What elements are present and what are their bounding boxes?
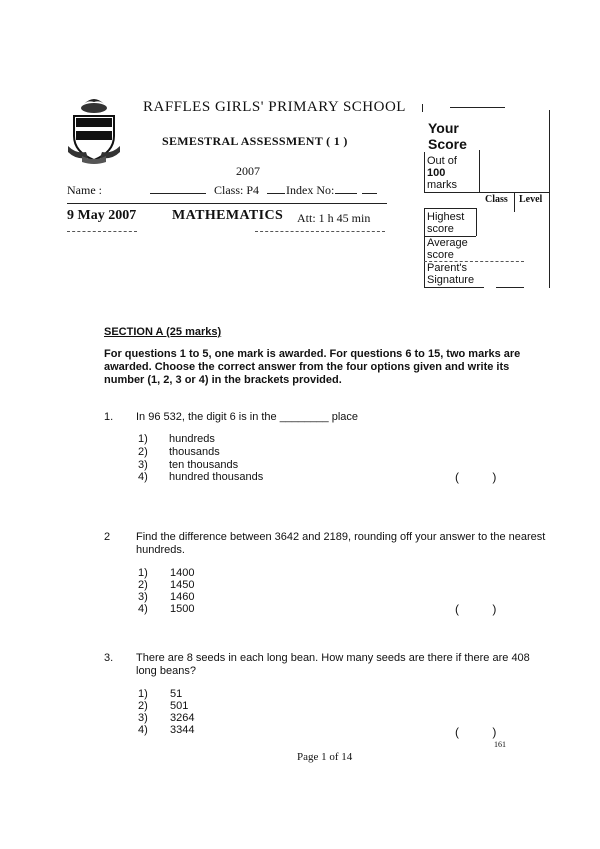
class-answer-line: [267, 193, 285, 194]
your-score-line2: Score: [428, 136, 467, 152]
page-code: 161: [494, 740, 506, 749]
class-level-divider: [514, 192, 515, 212]
index-answer-line-2: [362, 193, 377, 194]
exam-date: 9 May 2007: [67, 208, 137, 223]
signature-line-2: [496, 287, 524, 288]
parent-label-line2: Signature: [427, 274, 475, 286]
option-number: 3): [138, 591, 148, 603]
header-divider-bottom-1: [67, 231, 137, 232]
option-number: 3): [138, 459, 148, 471]
score-panel-right-border: [549, 110, 550, 288]
option-number: 2): [138, 700, 148, 712]
option-text: 51: [170, 688, 183, 700]
question-number: 1.: [104, 411, 114, 423]
stats-box-left: [424, 208, 425, 288]
option-number: 4): [138, 724, 148, 736]
highest-box-right: [476, 208, 477, 236]
signature-line-1: [424, 287, 484, 288]
out-of-line2: 100: [427, 167, 446, 179]
score-panel-top-line: [450, 107, 505, 108]
level-column-header: Level: [519, 194, 543, 205]
option-text: ten thousands: [169, 459, 239, 471]
out-of-box-right: [479, 150, 480, 192]
option-text: hundreds: [169, 433, 215, 445]
option-number: 4): [138, 603, 148, 615]
answer-bracket[interactable]: ( ): [455, 602, 497, 616]
subject-title: MATHEMATICS: [172, 208, 284, 223]
section-title: SECTION A (25 marks): [104, 326, 222, 338]
out-of-line1: Out of: [427, 155, 457, 167]
option-text: 3264: [170, 712, 195, 724]
question-number: 3.: [104, 652, 114, 664]
score-box-bottom: [424, 192, 549, 193]
option-text: 1400: [170, 567, 195, 579]
header-divider-top: [67, 203, 387, 204]
option-number: 1): [138, 567, 148, 579]
option-number: 4): [138, 471, 148, 483]
school-crest-icon: [66, 96, 122, 166]
out-of-line3: marks: [427, 179, 457, 191]
name-answer-line: [150, 193, 206, 194]
your-score-line1: Your: [428, 120, 459, 136]
highest-label-line1: Highest: [427, 211, 465, 223]
question-number: 2: [104, 531, 111, 543]
highest-label-line2: score: [427, 223, 454, 235]
assessment-title: SEMESTRAL ASSESSMENT ( 1 ): [162, 134, 348, 148]
section-instructions: For questions 1 to 5, one mark is awarded. For questions 6 to 15, two marks are awarded. Choose the correct answer from the four options given and write its number (1, 2, 3 or 4) in the brackets provided.: [104, 348, 521, 386]
parent-label-line1: Parent's: [427, 262, 468, 274]
average-label-line2: score: [427, 249, 454, 261]
year: 2007: [236, 164, 260, 178]
question-text: In 96 532, the digit 6 is in the ________ place: [136, 411, 359, 423]
option-number: 2): [138, 579, 148, 591]
question-text: There are 8 seeds in each long bean. How many seeds are there if there are 408 long beans?: [136, 652, 530, 677]
option-text: 501: [170, 700, 189, 712]
class-label: Class: P4: [214, 183, 260, 197]
question-text: Find the difference between 3642 and 2189, rounding off your answer to the nearest hundreds.: [136, 531, 546, 556]
option-text: 1450: [170, 579, 195, 591]
out-of-box-left: [424, 152, 425, 192]
option-number: 1): [138, 433, 148, 445]
class-column-header: Class: [485, 194, 508, 205]
option-text: 1500: [170, 603, 195, 615]
answer-bracket[interactable]: ( ): [455, 470, 497, 484]
attempt-duration: Att: 1 h 45 min: [297, 211, 371, 225]
option-text: 1460: [170, 591, 195, 603]
option-number: 2): [138, 446, 148, 458]
option-text: 3344: [170, 724, 195, 736]
option-number: 1): [138, 688, 148, 700]
option-number: 3): [138, 712, 148, 724]
index-label: Index No:: [286, 183, 335, 197]
header-divider-bottom-2: [255, 231, 385, 232]
option-text: hundred thousands: [169, 471, 264, 483]
score-panel-tick: [422, 104, 423, 112]
index-answer-line: [335, 193, 357, 194]
stats-box-top: [424, 208, 476, 209]
average-label-line1: Average: [427, 237, 468, 249]
name-label: Name :: [67, 183, 102, 197]
page-number: Page 1 of 14: [297, 751, 353, 763]
option-text: thousands: [169, 446, 220, 458]
school-name: RAFFLES GIRLS' PRIMARY SCHOOL: [143, 99, 406, 115]
answer-bracket[interactable]: ( ): [455, 725, 497, 739]
